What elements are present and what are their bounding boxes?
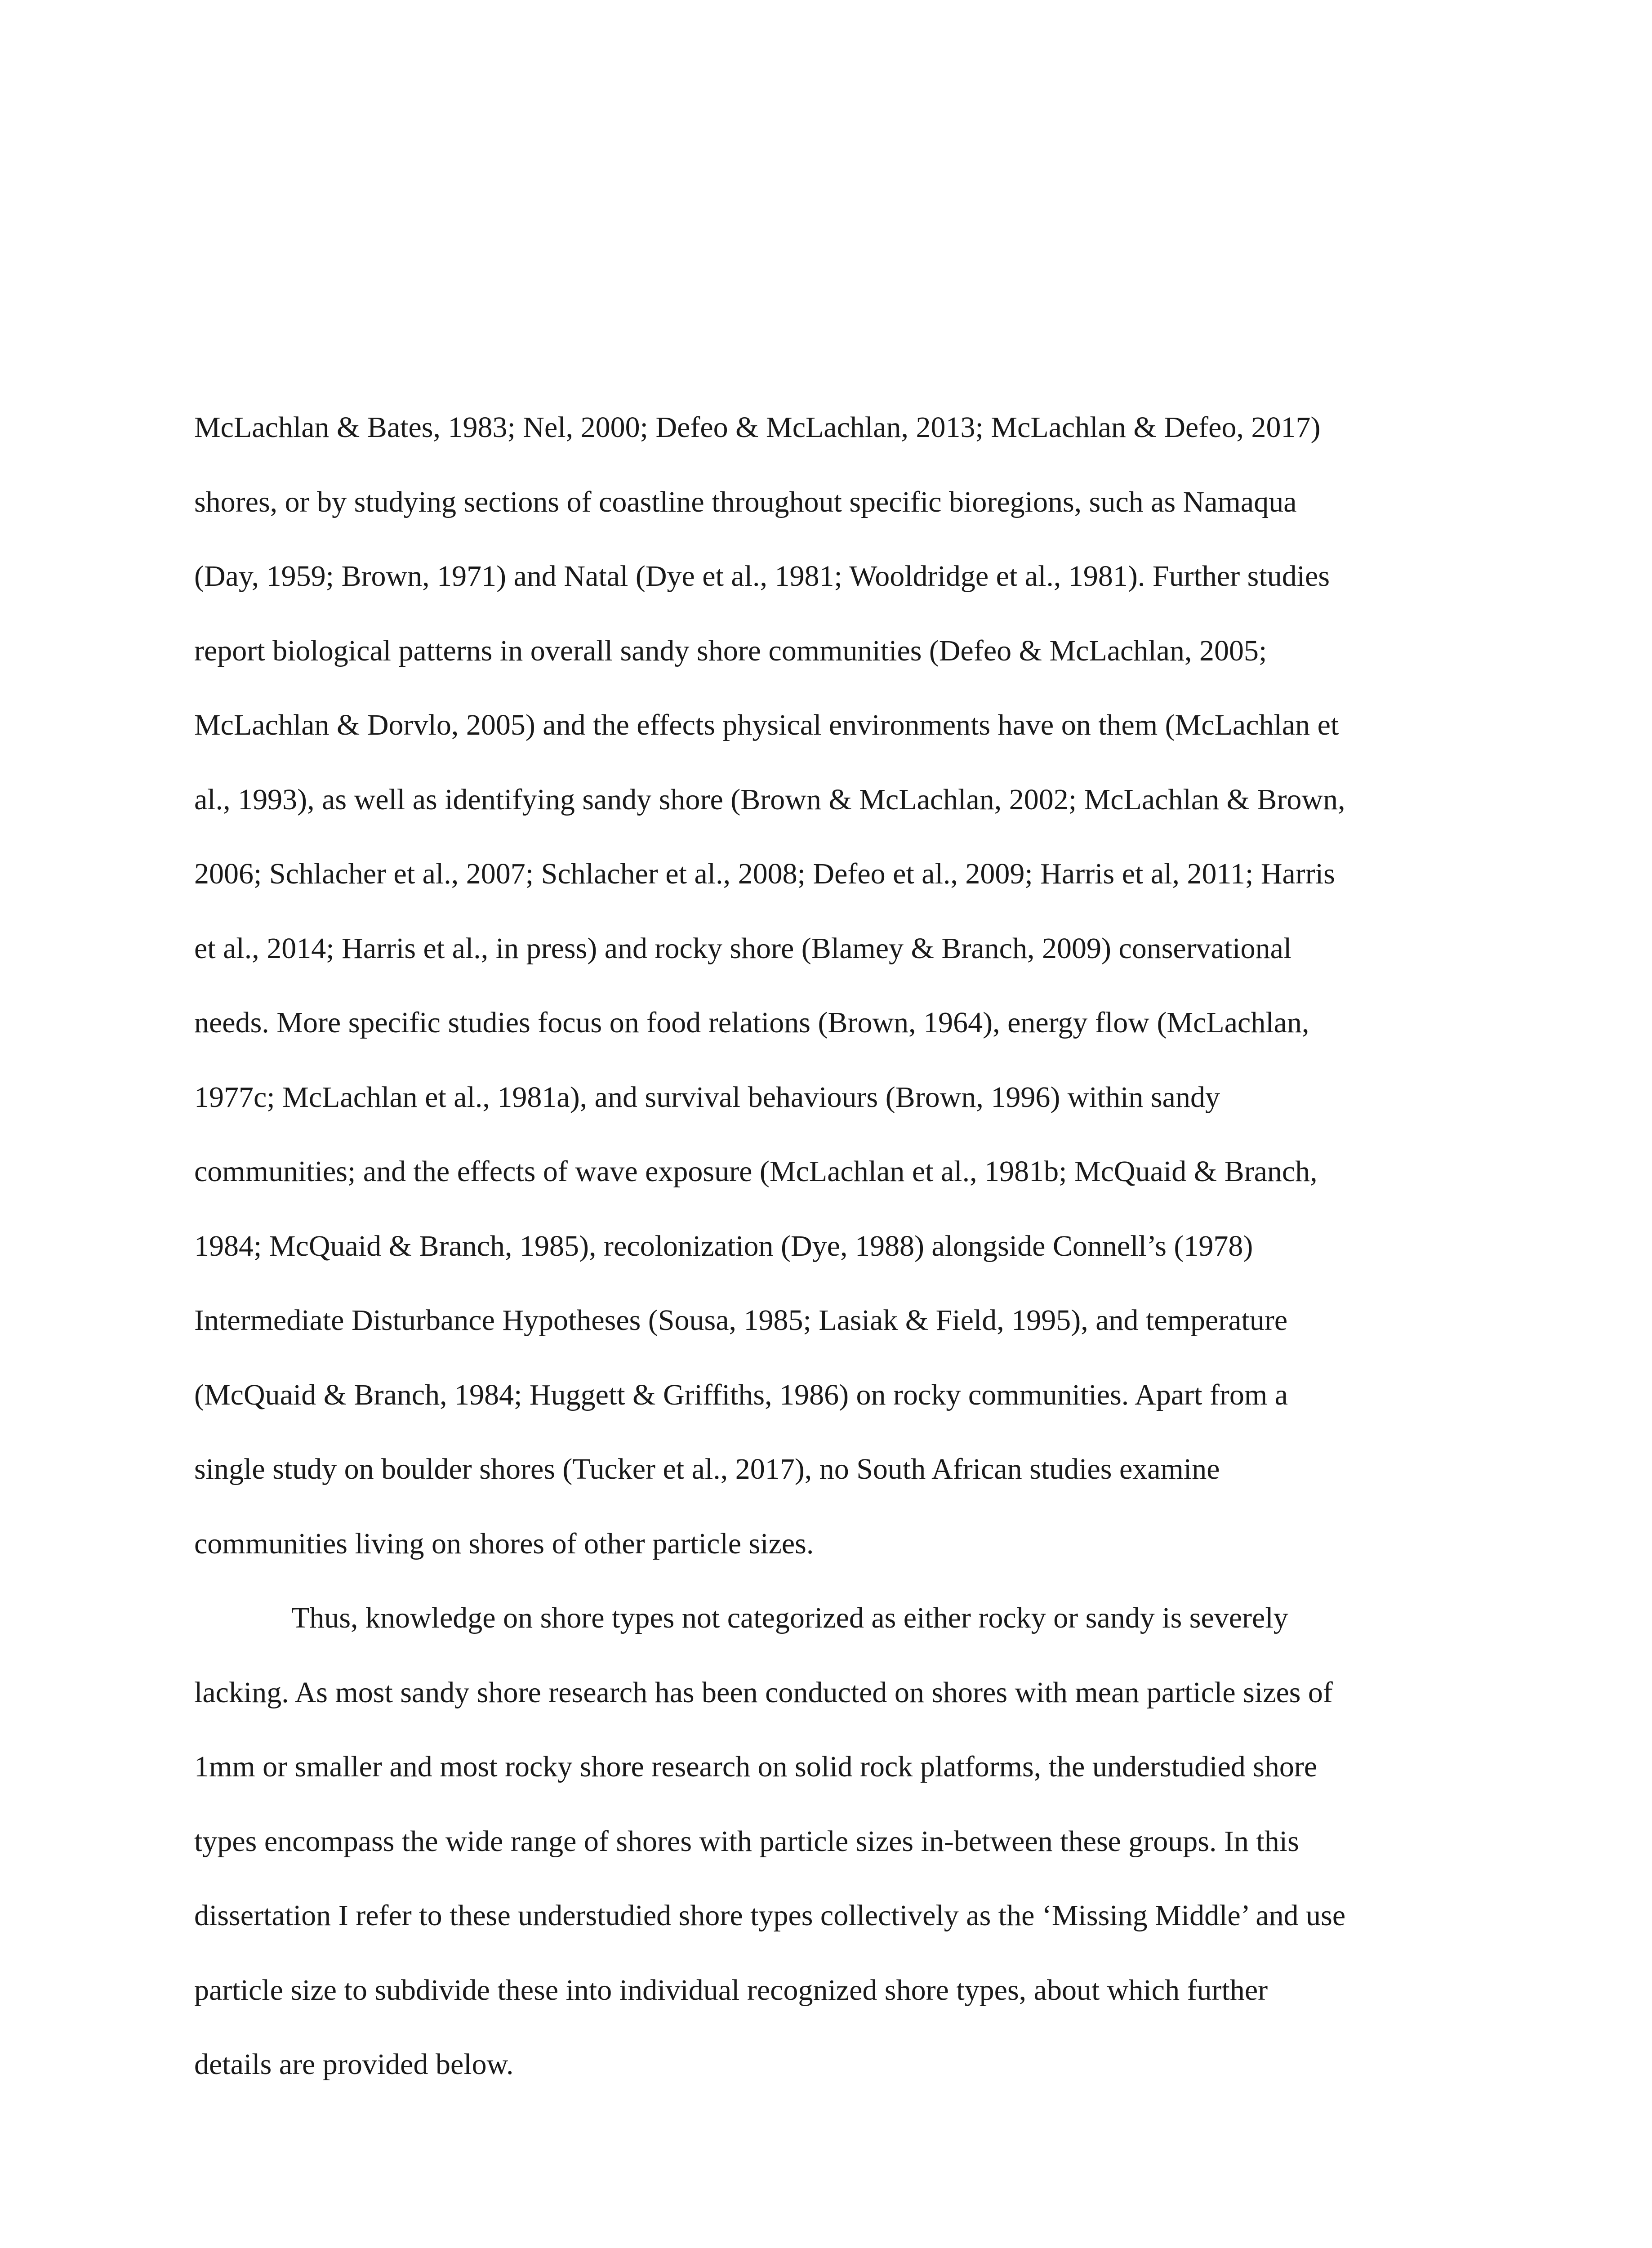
body-text [194,390,1458,2102]
paragraph-1 [194,390,1458,1581]
text-line: particle size to subdivide these into individual recognized shore types, about which further [194,1973,1268,2007]
text-line: McLachlan & Bates, 1983; Nel, 2000; Defeo & McLachlan, 2013; McLachlan & Defeo, 2017) [194,411,1321,444]
text-line: types encompass the wide range of shores with particle sizes in-between these groups. In this [194,1824,1299,1858]
text-line: (McQuaid & Branch, 1984; Huggett & Griffiths, 1986) on rocky communities. Apart from a [194,1378,1288,1411]
text-line: al., 1993), as well as identifying sandy shore (Brown & McLachlan, 2002; McLachlan & Brown, [194,783,1345,816]
text-line: details are provided below. [194,2048,514,2081]
text-line: 1984; McQuaid & Branch, 1985), recolonization (Dye, 1988) alongside Connell’s (1978) [194,1229,1253,1262]
text-line: 2006; Schlacher et al., 2007; Schlacher et al., 2008; Defeo et al., 2009; Harris et al, 2011; Harris [194,857,1335,890]
text-line: report biological patterns in overall sandy shore communities (Defeo & McLachlan, 2005; [194,634,1267,667]
text-line: Thus, knowledge on shore types not categorized as either rocky or sandy is severely [291,1601,1288,1634]
text-line: communities; and the effects of wave exposure (McLachlan et al., 1981b; McQuaid & Branch, [194,1155,1318,1188]
text-line: McLachlan & Dorvlo, 2005) and the effects physical environments have on them (McLachlan et [194,709,1339,741]
text-line: shores, or by studying sections of coastline throughout specific bioregions, such as Namaqua [194,485,1297,518]
text-line: Intermediate Disturbance Hypotheses (Sousa, 1985; Lasiak & Field, 1995), and temperature [194,1304,1288,1337]
text-line: needs. More specific studies focus on food relations (Brown, 1964), energy flow (McLachlan, [194,1006,1309,1039]
text-line: single study on boulder shores (Tucker et al., 2017), no South African studies examine [194,1453,1220,1485]
text-line: 1977c; McLachlan et al., 1981a), and survival behaviours (Brown, 1996) within sandy [194,1080,1220,1114]
paragraph-2 [194,1581,1458,2102]
text-line: et al., 2014; Harris et al., in press) and rocky shore (Blamey & Branch, 2009) conservational [194,932,1292,965]
text-line: dissertation I refer to these understudied shore types collectively as the ‘Missing Middle’ and use [194,1899,1346,1932]
text-line: (Day, 1959; Brown, 1971) and Natal (Dye et al., 1981; Wooldridge et al., 1981). Further studies [194,560,1330,593]
text-line: 1mm or smaller and most rocky shore research on solid rock platforms, the understudied shore [194,1750,1318,1783]
text-line: lacking. As most sandy shore research has been conducted on shores with mean particle sizes of [194,1676,1333,1709]
text-line: communities living on shores of other particle sizes. [194,1527,814,1560]
